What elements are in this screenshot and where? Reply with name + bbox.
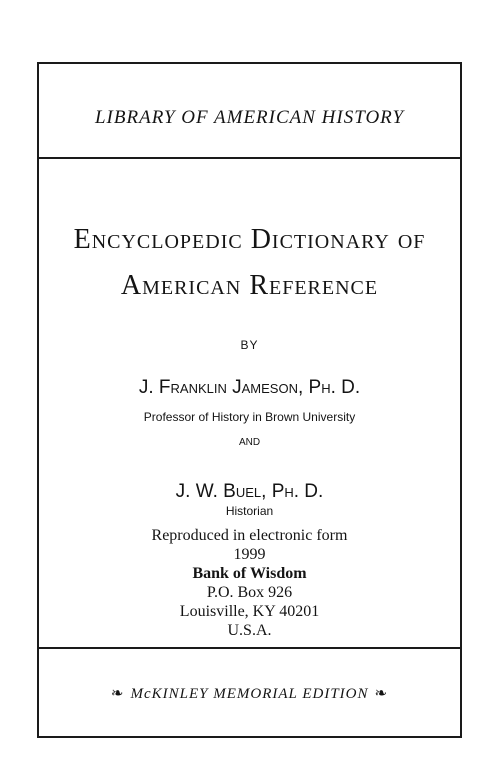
publisher-country: U.S.A. bbox=[227, 622, 272, 639]
reproduction-year: 1999 bbox=[233, 546, 266, 563]
right-ornament-icon: ❧ bbox=[374, 686, 389, 702]
reproduction-note: Reproduced in electronic form bbox=[151, 527, 348, 544]
by-label: BY bbox=[240, 338, 259, 352]
series-title: LIBRARY OF AMERICAN HISTORY bbox=[94, 107, 405, 128]
and-label: AND bbox=[238, 437, 261, 448]
bottom-divider bbox=[39, 647, 460, 649]
left-ornament-icon: ❧ bbox=[110, 686, 125, 702]
publisher-address-line-1: P.O. Box 926 bbox=[206, 584, 293, 601]
title-page-frame bbox=[37, 62, 462, 738]
publisher-address-line-2: Louisville, KY 40201 bbox=[179, 603, 320, 620]
top-divider bbox=[39, 157, 460, 159]
author-2-name: J. W. Buel, Ph. D. bbox=[175, 481, 324, 502]
edition-line bbox=[39, 684, 460, 703]
title-line-1: Encyclopedic Dictionary of bbox=[73, 224, 426, 255]
title-line-2: American Reference bbox=[120, 270, 379, 301]
publisher-name: Bank of Wisdom bbox=[192, 565, 307, 582]
author-1-affiliation: Professor of History in Brown University bbox=[143, 410, 356, 424]
author-1-name: J. Franklin Jameson, Ph. D. bbox=[138, 377, 361, 398]
edition-title: McKINLEY MEMORIAL EDITION bbox=[130, 686, 369, 702]
author-2-affiliation: Historian bbox=[225, 504, 274, 518]
